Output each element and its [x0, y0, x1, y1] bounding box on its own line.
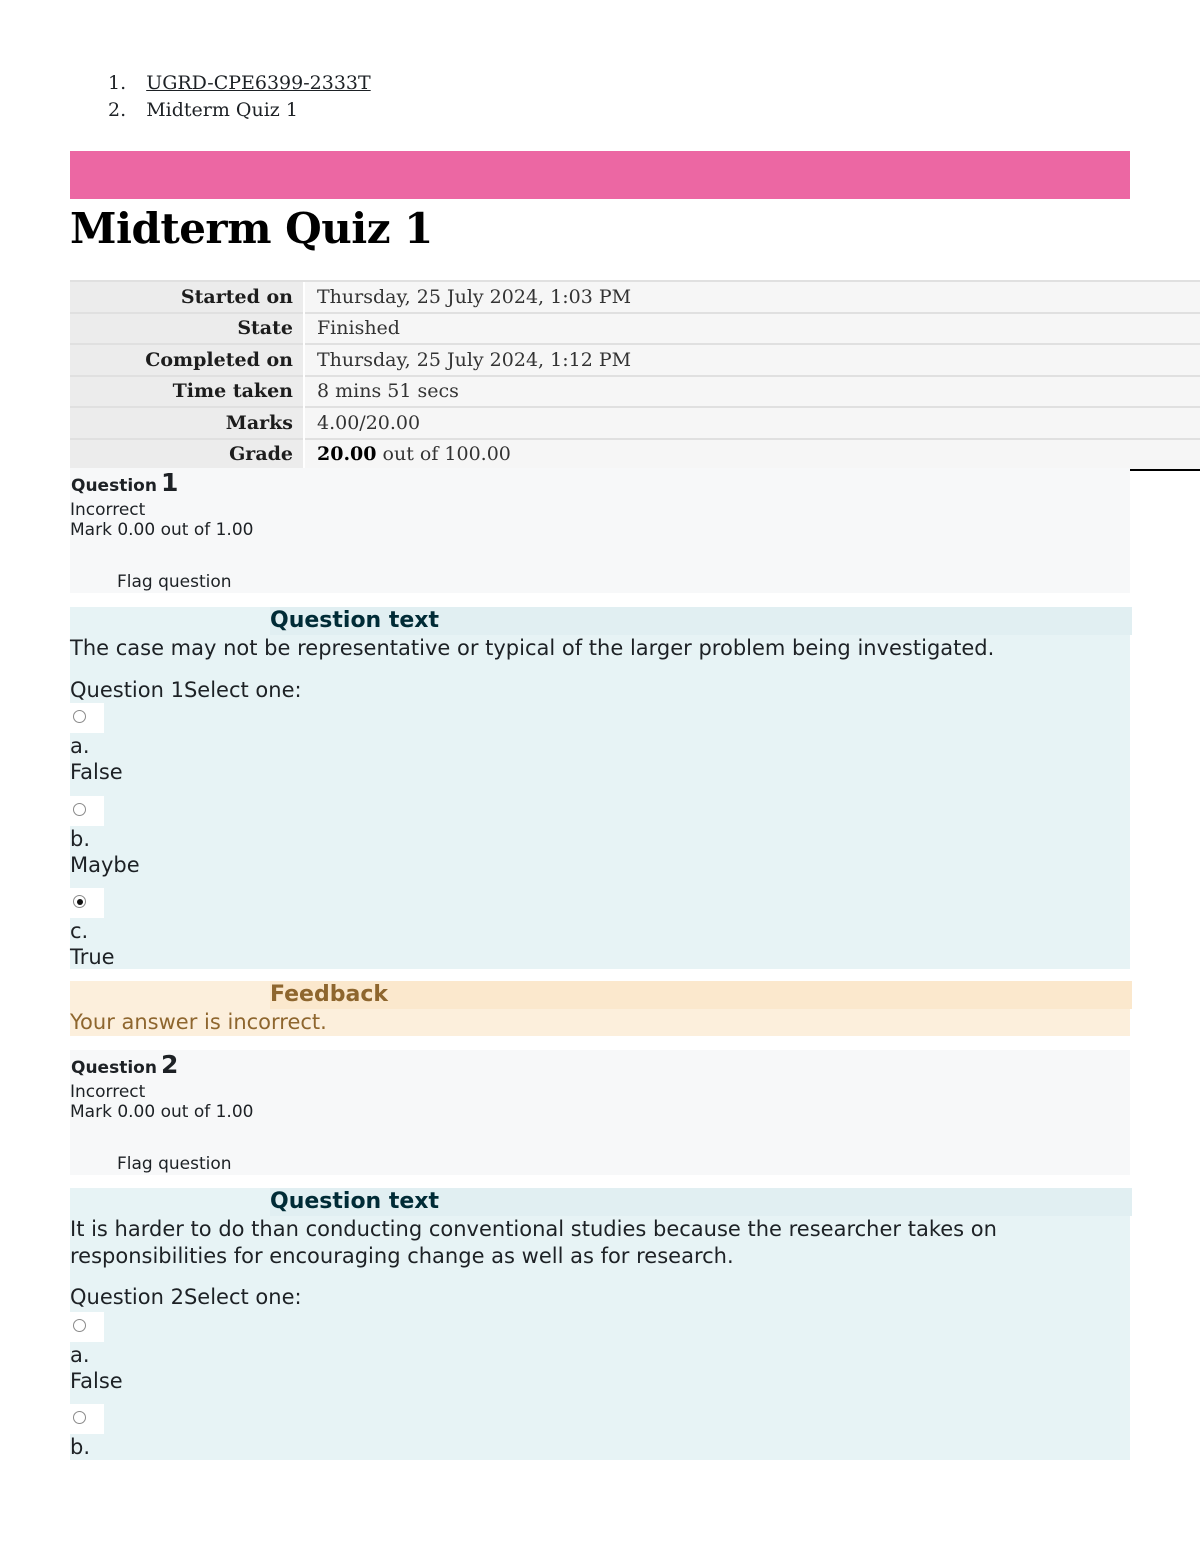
summary-row-grade [70, 439, 1200, 471]
flag-question-link[interactable]: Flag question [117, 1154, 232, 1174]
summary-row-started-on [70, 281, 1200, 313]
grade-value: 20.00 [317, 443, 377, 466]
summary-label: Grade [70, 439, 304, 471]
summary-label: Time taken [70, 376, 304, 408]
question-number-value: 1 [160, 468, 179, 497]
radio-box [70, 703, 104, 733]
summary-label: Marks [70, 407, 304, 439]
summary-value [304, 439, 1200, 471]
option-letter: b. [70, 827, 91, 851]
option-text: False [70, 760, 123, 784]
breadcrumb-current: Midterm Quiz 1 [146, 99, 298, 121]
breadcrumb-number: 2. [108, 99, 127, 121]
option-letter: a. [70, 1343, 90, 1367]
option-letter: a. [70, 734, 90, 758]
question-text-heading: Question text [270, 607, 1132, 635]
summary-row-state [70, 313, 1200, 345]
summary-value: Thursday, 25 July 2024, 1:12 PM [304, 344, 1200, 376]
radio-box [70, 888, 104, 918]
question-label: Question [71, 476, 157, 496]
question-2-info [70, 1050, 1130, 1175]
question-1-feedback [70, 981, 1130, 1036]
radio-icon[interactable] [73, 803, 86, 816]
radio-icon[interactable] [73, 1411, 86, 1424]
question-2-content [70, 1188, 1130, 1460]
question-label: Question [71, 1058, 157, 1078]
summary-label: State [70, 313, 304, 345]
radio-icon[interactable] [73, 1319, 86, 1332]
question-1-info [70, 468, 1130, 593]
feedback-text: Your answer is incorrect. [70, 1010, 327, 1034]
question-state: Incorrect [70, 500, 146, 520]
option-letter: b. [70, 1435, 91, 1459]
question-number-value: 2 [160, 1050, 179, 1079]
radio-selected-icon[interactable] [73, 895, 86, 908]
breadcrumb-number: 1. [108, 72, 127, 94]
radio-box [70, 796, 104, 826]
summary-label: Started on [70, 281, 304, 313]
attempt-summary-table [70, 280, 1200, 471]
option-text: True [70, 945, 115, 969]
summary-value: 4.00/20.00 [304, 407, 1200, 439]
question-mark: Mark 0.00 out of 1.00 [70, 520, 254, 540]
question-text: The case may not be representative or typical of the larger problem being investigated. [70, 636, 995, 660]
breadcrumb-item-quiz [106, 97, 371, 124]
summary-row-completed-on [70, 344, 1200, 376]
radio-box [70, 1312, 104, 1342]
select-one-prompt: Question 1Select one: [70, 678, 302, 702]
summary-value: Finished [304, 313, 1200, 345]
option-text: False [70, 1369, 123, 1393]
question-text-heading: Question text [270, 1188, 1132, 1216]
question-text: It is harder to do than conducting conventional studies because the researcher takes on responsibilities for encouraging change as well as for research. [70, 1217, 997, 1268]
question-1-content [70, 607, 1130, 969]
question-mark: Mark 0.00 out of 1.00 [70, 1102, 254, 1122]
breadcrumb [106, 70, 371, 124]
radio-icon[interactable] [73, 710, 86, 723]
question-number [71, 468, 179, 497]
breadcrumb-item-course [106, 70, 371, 97]
header-bar [70, 151, 1130, 199]
option-text: Maybe [70, 853, 140, 877]
breadcrumb-link-course[interactable]: UGRD-CPE6399-2333T [146, 72, 371, 94]
summary-label: Completed on [70, 344, 304, 376]
radio-box [70, 1404, 104, 1434]
summary-value: 8 mins 51 secs [304, 376, 1200, 408]
page-title: Midterm Quiz 1 [70, 204, 433, 253]
summary-value: Thursday, 25 July 2024, 1:03 PM [304, 281, 1200, 313]
option-letter: c. [70, 919, 89, 943]
question-number [71, 1050, 179, 1079]
grade-out-of: out of 100.00 [376, 443, 511, 466]
feedback-heading: Feedback [270, 981, 1132, 1009]
question-state: Incorrect [70, 1082, 146, 1102]
flag-question-link[interactable]: Flag question [117, 572, 232, 592]
select-one-prompt: Question 2Select one: [70, 1285, 302, 1309]
summary-row-marks [70, 407, 1200, 439]
summary-row-time-taken [70, 376, 1200, 408]
